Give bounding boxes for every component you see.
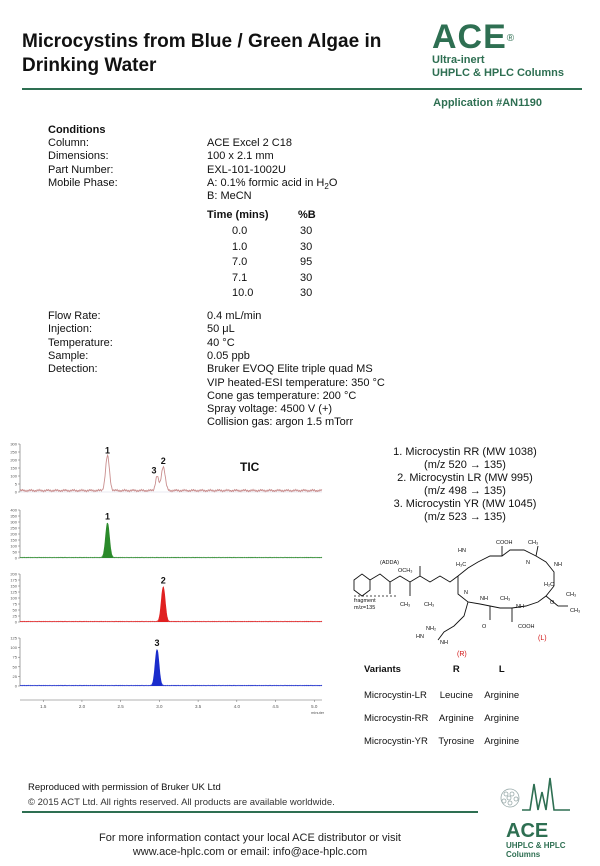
x-tick-label: 2.5 (117, 704, 124, 709)
chromatogram-trace (20, 455, 322, 492)
ace-logo (432, 20, 592, 80)
condition-value: 100 x 2.1 mm (207, 150, 274, 163)
footer-logo: ACE (506, 820, 549, 842)
gradient-cell: 7.0 (232, 256, 248, 268)
chromatograms (4, 438, 324, 720)
condition-value: B: MeCN (207, 190, 252, 203)
svg-text:OCH₃: OCH₃ (398, 568, 413, 574)
footer-logo-sub: UHPLC & HPLC Columns (506, 841, 566, 859)
gradient-header: %B (298, 209, 316, 221)
table-cell: Arginine (484, 736, 520, 747)
condition-value: 0.05 ppb (207, 349, 250, 362)
table-cell: Tyrosine (438, 736, 475, 747)
application-number: Application #AN1190 (433, 97, 542, 109)
structure-diagram (340, 536, 580, 666)
conditions-heading: Conditions (48, 124, 106, 136)
condition-value: 40 °C (207, 336, 235, 349)
y-tick-label: 175 (10, 577, 17, 583)
peak-fill (156, 587, 171, 622)
y-tick-label: 250 (10, 449, 17, 455)
contact-line-2: www.ace-hplc.com or email: info@ace-hplc.com (132, 846, 368, 858)
table-row (364, 707, 529, 730)
svg-text:NH₂: NH₂ (426, 626, 437, 632)
svg-text:HN: HN (416, 634, 424, 640)
x-tick-label: 1.5 (40, 704, 47, 709)
condition-value: EXL-101-1002U (207, 163, 286, 176)
y-tick-label: 300 (10, 519, 17, 525)
condition-value: Bruker EVOQ Elite triple quad MS (207, 363, 373, 376)
condition-value: VIP heated-ESI temperature: 350 °C (207, 376, 385, 389)
gradient-cell: 1.0 (232, 240, 248, 253)
svg-text:CH₃: CH₃ (570, 608, 580, 614)
svg-text:CH₃: CH₃ (500, 596, 511, 602)
condition-value: Cone gas temperature: 200 °C (207, 389, 357, 402)
table-row (364, 730, 529, 753)
table-cell: Microcystin-RR (364, 713, 429, 724)
peak-label: 3 (151, 465, 157, 476)
peak-fill (149, 650, 164, 686)
condition-label: Injection: (48, 323, 93, 336)
svg-text:H₂C: H₂C (544, 582, 555, 588)
gradient-cell: 30 (300, 225, 313, 237)
permission-note: Reproduced with permission of Bruker UK Ltd (28, 782, 221, 793)
y-tick-label: 100 (10, 473, 17, 479)
x-tick-label: 4.0 (233, 704, 240, 709)
x-tick-label: 2.0 (78, 704, 86, 709)
gradient-cell: 10.0 (232, 287, 254, 299)
svg-text:m/z=135: m/z=135 (354, 605, 376, 611)
table-row (364, 684, 529, 707)
y-tick-label: 50 (12, 664, 17, 670)
table-cell: Microcystin-LR (364, 690, 427, 701)
peak-label: 1 (104, 445, 111, 456)
tic-label: TIC (240, 460, 260, 474)
svg-text:O: O (482, 624, 487, 630)
l-header: L (498, 664, 505, 675)
y-tick-label: 150 (10, 583, 17, 589)
condition-value: 50 μL (207, 323, 235, 336)
y-tick-label: 50 (12, 549, 17, 555)
y-tick-label: 200 (10, 457, 17, 463)
y-tick-label: 400 (10, 507, 17, 513)
variants-header: Variants (364, 664, 401, 675)
header-divider (22, 88, 582, 90)
svg-text:NH: NH (480, 596, 488, 602)
contact-text (40, 831, 460, 859)
compound-name: 1. Microcystin RR (MW 1038) (393, 446, 537, 458)
condition-label: Part Number: (48, 163, 114, 176)
x-tick-label: 3.5 (194, 704, 202, 709)
condition-label: Dimensions: (48, 150, 109, 163)
y-tick-label: 125 (10, 589, 17, 595)
chromatogram-svg (4, 438, 324, 720)
svg-text:NH: NH (440, 640, 448, 646)
condition-label: Sample: (48, 349, 89, 362)
brand-wordmark: ACE® (432, 18, 516, 56)
y-tick-label: 0 (14, 619, 17, 625)
chromatogram-trace (20, 650, 322, 686)
y-tick-label: 200 (10, 531, 17, 537)
condition-value: A: 0.1% formic acid in $H_2O$ (207, 176, 338, 192)
peak-label: 2 (160, 575, 166, 586)
copyright: © 2015 ACT Ltd. All rights reserved. All products are available worldwide. (28, 797, 335, 808)
y-tick-label: 150 (10, 537, 17, 543)
compound-name: 2. Microcystin LR (MW 995) (397, 472, 533, 484)
y-tick-label: 75 (12, 601, 17, 607)
y-tick-label: 200 (10, 571, 17, 577)
l-group-label: (L) (538, 635, 547, 642)
svg-text:fragment: fragment (354, 598, 376, 604)
condition-label: Mobile Phase: (48, 176, 118, 189)
microcystin-structure (340, 536, 580, 666)
chromatogram-trace (20, 523, 322, 558)
table-cell: Arginine (484, 690, 520, 701)
condition-value: Collision gas: argon 1.5 mTorr (207, 416, 354, 429)
gradient-cell: 0.0 (232, 225, 248, 237)
compound-transition: (m/z 520 → 135) (424, 459, 506, 471)
y-tick-label: 250 (10, 525, 17, 531)
table-cell: Arginine (438, 713, 474, 724)
peak-fill (100, 523, 115, 558)
y-tick-label: 0 (14, 555, 17, 561)
footer-divider (22, 811, 478, 813)
variants-table (364, 664, 529, 753)
peak-label: 2 (160, 456, 166, 466)
svg-text:H₃C: H₃C (456, 562, 467, 568)
svg-text:NH: NH (554, 562, 562, 568)
table-cell: Arginine (484, 713, 520, 724)
r-header: R (452, 664, 460, 675)
svg-text:O: O (550, 600, 555, 606)
y-tick-label: 125 (10, 635, 17, 641)
y-tick-label: 0 (14, 683, 17, 689)
condition-label: Detection: (48, 363, 98, 376)
y-tick-label: 25 (12, 613, 17, 619)
x-tick-label: 3.0 (156, 704, 163, 709)
compound-transition: (m/z 523 → 135) (424, 511, 506, 523)
condition-label: Flow Rate: (48, 310, 101, 322)
svg-text:NH: NH (516, 604, 524, 610)
contact-line-1: For more information contact your local ACE distributor or visit (98, 832, 401, 844)
brand-tagline-2: UHPLC & HPLC Columns (432, 67, 564, 79)
compound-name: 3. Microcystin YR (MW 1045) (393, 498, 537, 510)
peak-label: 3 (154, 638, 160, 648)
x-axis-unit: minutes (310, 710, 324, 715)
svg-text:CH₃: CH₃ (566, 592, 577, 598)
brand-tagline-1: Ultra-inert (432, 54, 485, 66)
y-tick-label: 350 (10, 513, 17, 519)
r-group-label: (R) (457, 651, 467, 658)
svg-text:N: N (526, 560, 530, 566)
y-tick-label: 300 (10, 441, 17, 447)
svg-text:HN: HN (458, 548, 466, 554)
svg-text:COOH: COOH (496, 540, 513, 546)
y-tick-label: 5 (14, 481, 17, 487)
y-tick-label: 75 (12, 654, 17, 660)
svg-text:CH₃: CH₃ (528, 540, 539, 546)
adda-label: (ADDA) (380, 560, 399, 566)
gradient-cell: 30 (300, 271, 313, 284)
gradient-cell: 30 (300, 240, 313, 253)
y-tick-label: 100 (10, 595, 17, 601)
gradient-cell: 7.1 (232, 271, 248, 284)
x-tick-label: 5.0 (311, 704, 318, 709)
y-tick-label: 25 (12, 673, 17, 679)
condition-value: Spray voltage: 4500 V (+) (207, 403, 333, 416)
table-cell: Leucine (439, 690, 473, 701)
page-title: Microcystins from Blue / Green Algae in Drinking Water (22, 31, 382, 76)
condition-value: 0.4 mL/min (207, 310, 262, 322)
y-tick-label: 0 (14, 489, 17, 495)
table-cell: Microcystin-YR (364, 736, 428, 747)
condition-value: ACE Excel 2 C18 (207, 137, 292, 149)
gradient-header: Time (mins) (207, 209, 269, 221)
gradient-cell: 30 (300, 287, 313, 299)
y-tick-label: 100 (10, 543, 17, 549)
svg-text:CH₃: CH₃ (424, 602, 435, 608)
chromatogram-trace (20, 587, 322, 622)
compound-list (354, 446, 576, 524)
y-tick-label: 50 (12, 607, 17, 613)
y-tick-label: 150 (10, 465, 17, 471)
svg-text:COOH: COOH (518, 624, 535, 630)
condition-label: Temperature: (48, 336, 113, 349)
x-tick-label: 4.5 (272, 704, 279, 709)
gradient-cell: 95 (300, 256, 313, 268)
svg-text:CH₃: CH₃ (400, 602, 411, 608)
compound-transition: (m/z 498 → 135) (424, 485, 506, 497)
svg-text:N: N (464, 590, 468, 596)
peak-label: 1 (104, 511, 111, 522)
y-tick-label: 100 (10, 645, 17, 651)
condition-label: Column: (48, 137, 89, 149)
